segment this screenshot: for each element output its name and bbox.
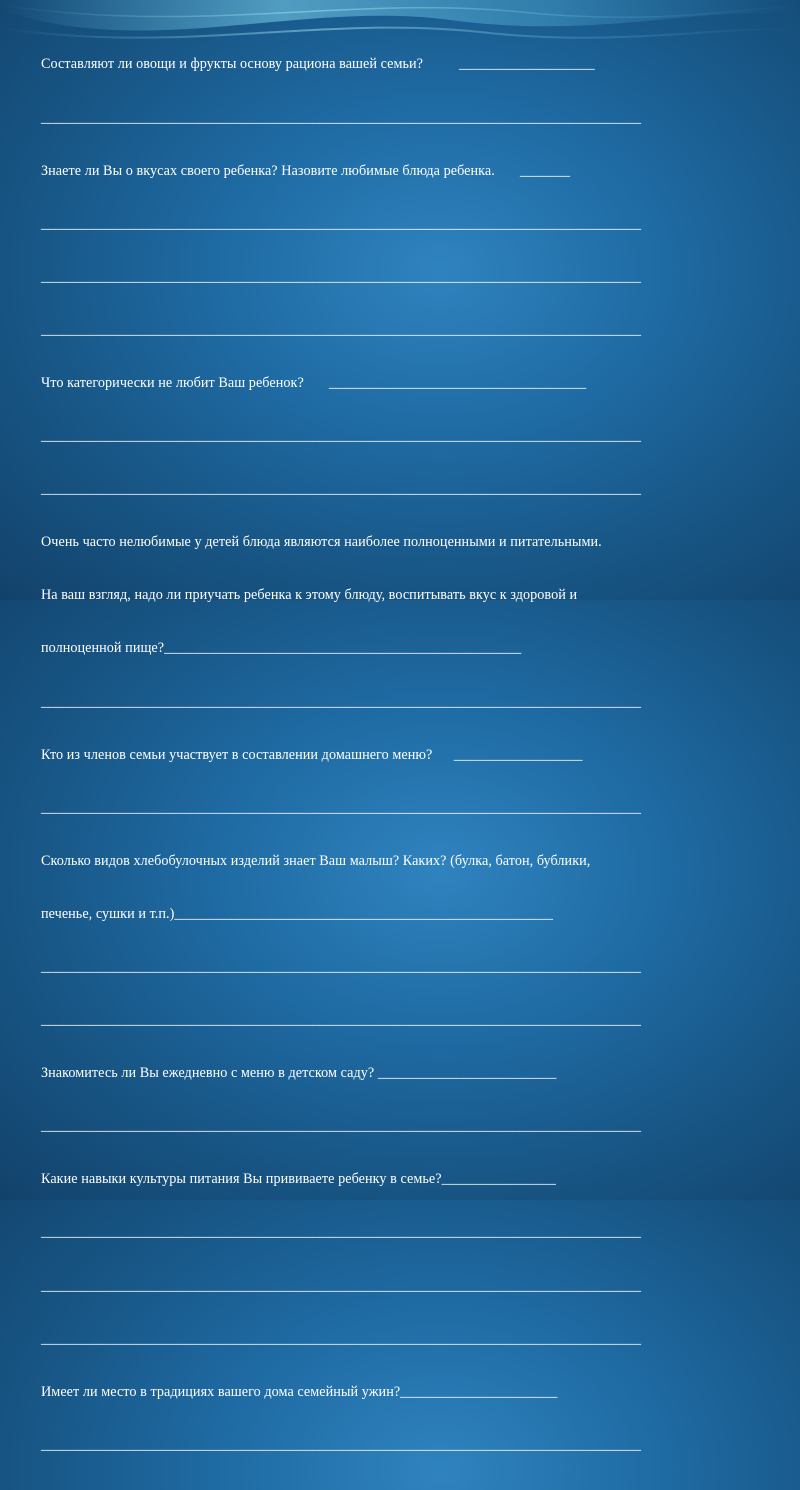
- answer-line: ____________________________________________________________________________________: [41, 428, 642, 445]
- questionnaire-text: [41, 21, 769, 1490]
- answer-line: ____________________________________________________________________________________: [41, 321, 642, 338]
- answer-line: ____________________________________________________________________________________: [41, 1118, 642, 1135]
- question-line: Что категорически не любит Ваш ребенок? ____________________________________: [41, 374, 587, 391]
- question-line: печенье, сушки и т.п.)_____________________________________________________: [41, 905, 553, 922]
- answer-line: ____________________________________________________________________________________: [41, 109, 642, 126]
- question-line: Сколько видов хлебобулочных изделий знает Ваш малыш? Каких? (булка, батон, бублики,: [41, 852, 591, 869]
- answer-line: ____________________________________________________________________________________: [41, 959, 642, 975]
- answer-line: ____________________________________________________________________________________: [41, 693, 642, 710]
- question-line: Какие навыки культуры питания Вы прививаете ребенку в семье?________________: [41, 1171, 556, 1188]
- answer-line: ____________________________________________________________________________________: [41, 799, 642, 816]
- answer-line: ____________________________________________________________________________________: [41, 1012, 642, 1029]
- question-line: Знакомитесь ли Вы ежедневно с меню в детском саду? _________________________: [41, 1065, 557, 1082]
- question-line: Знаете ли Вы о вкусах своего ребенка? Назовите любимые блюда ребенка. _______: [41, 162, 571, 179]
- question-line: полноценной пище?__________________________________________________: [41, 640, 522, 657]
- answer-line: ____________________________________________________________________________________: [41, 1224, 642, 1241]
- answer-line: ____________________________________________________________________________________: [41, 215, 642, 232]
- question-line: Кто из членов семьи участвует в составлении домашнего меню? __________________: [41, 746, 583, 763]
- question-line: Составляют ли овощи и фрукты основу рациона вашей семьи? ___________________: [41, 56, 595, 73]
- question-line: На ваш взгляд, надо ли приучать ребенка к этому блюду, воспитывать вкус к здоровой и: [41, 587, 578, 604]
- answer-line: ____________________________________________________________________________________: [41, 1436, 642, 1453]
- answer-line: ____________________________________________________________________________________: [41, 268, 642, 285]
- question-line: Очень часто нелюбимые у детей блюда являются наиболее полноценными и питательными.: [41, 534, 602, 551]
- question-line: Имеет ли место в традициях вашего дома семейный ужин?______________________: [41, 1383, 558, 1400]
- answer-line: ____________________________________________________________________________________: [41, 481, 642, 498]
- answer-line: ____________________________________________________________________________________: [41, 1330, 642, 1347]
- answer-line: ____________________________________________________________________________________: [41, 1277, 642, 1294]
